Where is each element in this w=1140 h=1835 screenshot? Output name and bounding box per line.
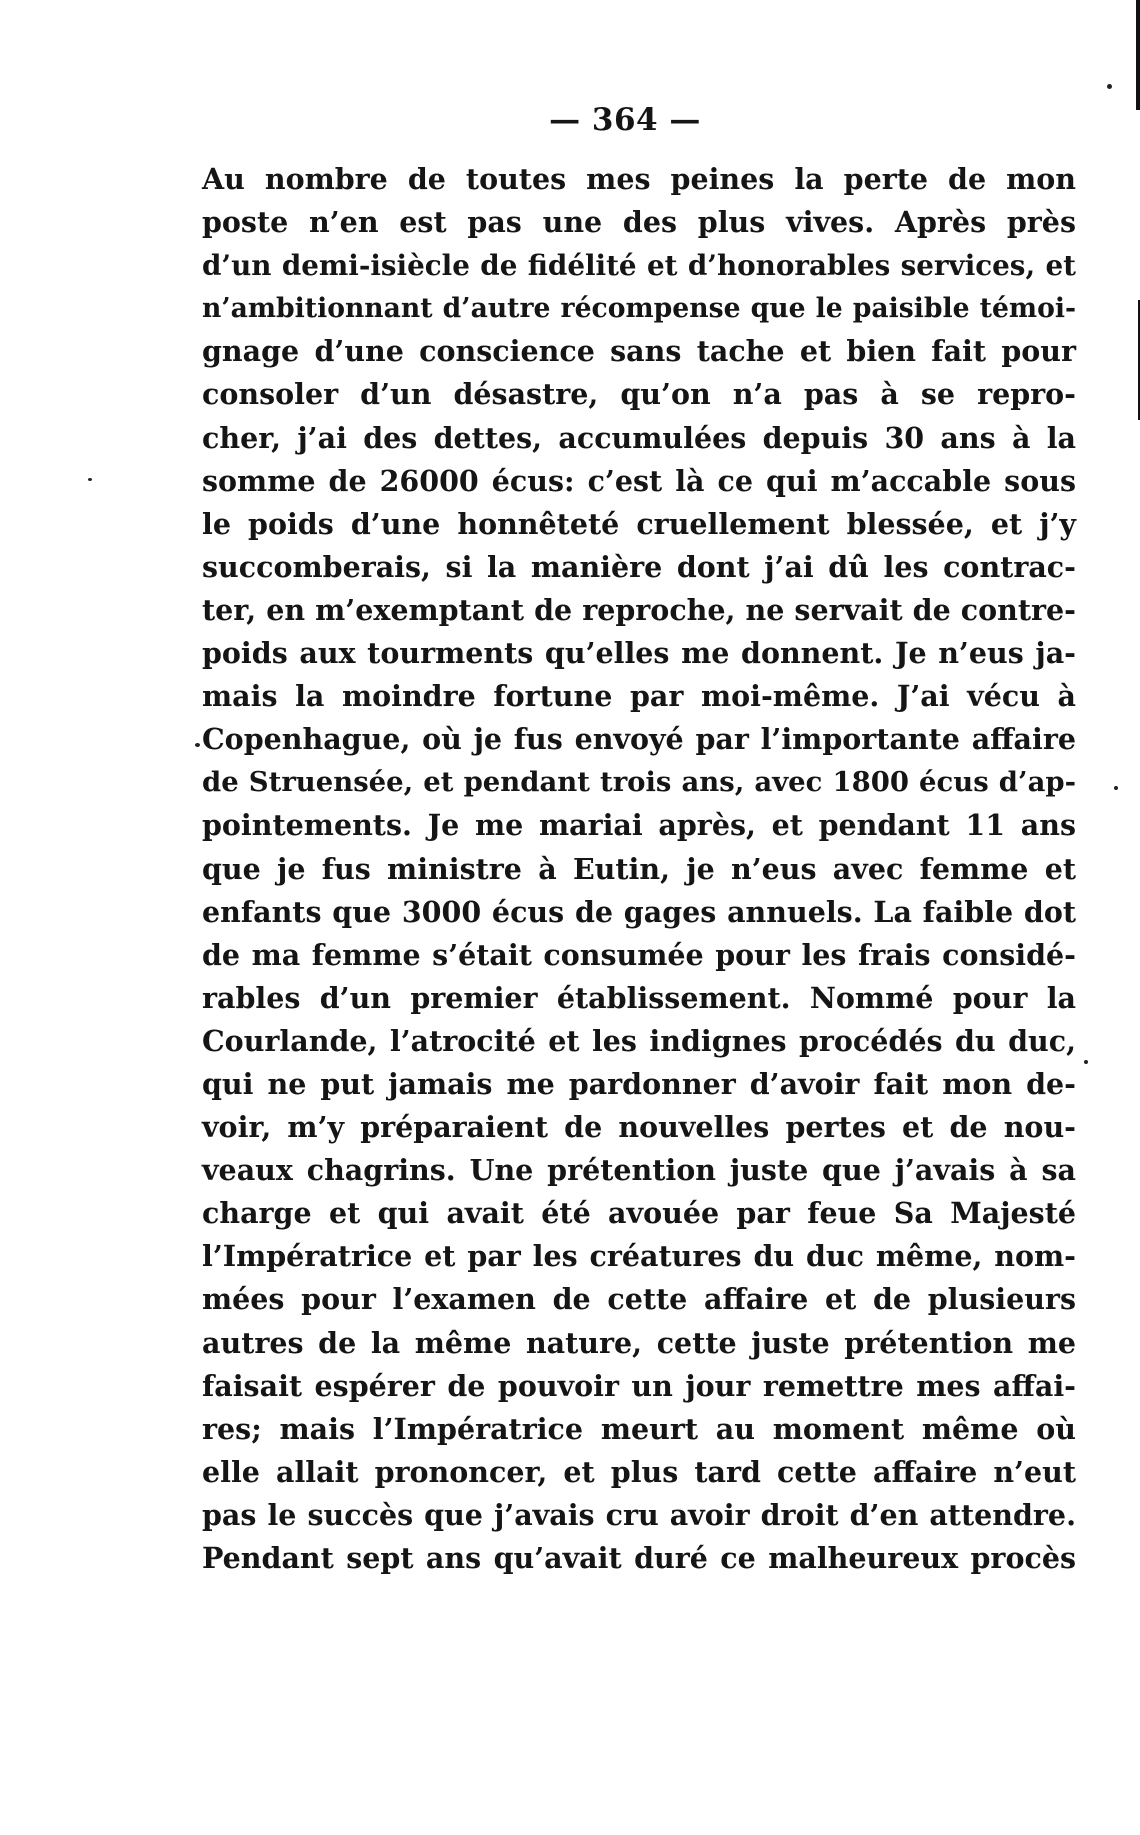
text-line: consoler d’un désastre, qu’on n’a pas à se repro- — [202, 377, 1076, 412]
page-number: — 364 — — [549, 102, 701, 138]
body-text — [202, 158, 1076, 1580]
text-line: cher, j’ai des dettes, accumulées depuis 30 ans à la — [202, 420, 1076, 455]
text-line: d’un demi-isiècle de fidélité et d’honorables services, et — [202, 249, 1076, 283]
text-line: ter, en m’exemptant de reproche, ne servait de contre- — [202, 592, 1076, 627]
text-line: de Struensée, et pendant trois ans, avec 1800 écus d’ap- — [202, 766, 1076, 799]
text-line: elle allait prononcer, et plus tard cette affaire n’eut — [202, 1454, 1076, 1489]
text-line: mais la moindre fortune par moi-même. J’ai vécu à — [202, 679, 1076, 714]
text-line: Pendant sept ans qu’avait duré ce malheureux procès — [202, 1541, 1076, 1575]
scan-speck — [1107, 84, 1112, 89]
text-line: gnage d’une conscience sans tache et bien fait pour — [202, 334, 1076, 369]
scan-speck — [1084, 1060, 1088, 1064]
text-line: Au nombre de toutes mes peines la perte de mon — [202, 162, 1076, 196]
scan-speck — [88, 478, 92, 481]
text-line: veaux chagrins. Une prétention juste que j’avais à sa — [202, 1153, 1076, 1188]
text-line: mées pour l’examen de cette affaire et de plusieurs — [202, 1282, 1076, 1317]
text-line: faisait espérer de pouvoir un jour remettre mes affai- — [202, 1368, 1076, 1403]
text-line: pointements. Je me mariai après, et pendant 11 ans — [202, 808, 1076, 843]
scan-speck — [195, 743, 200, 747]
text-line: res; mais l’Impératrice meurt au moment même où — [202, 1411, 1076, 1446]
text-line: rables d’un premier établissement. Nommé pour la — [202, 980, 1076, 1015]
text-line: autres de la même nature, cette juste prétention me — [202, 1325, 1076, 1360]
text-line: le poids d’une honnêteté cruellement blessée, et j’y — [202, 506, 1076, 541]
text-line: Courlande, l’atrocité et les indignes procédés du duc, — [202, 1023, 1076, 1058]
text-line: enfants que 3000 écus de gages annuels. La faible dot — [202, 894, 1076, 929]
text-line: charge et qui avait été avouée par feue Sa Majesté — [202, 1196, 1076, 1231]
text-line: pas le succès que j’avais cru avoir droit d’en attendre. — [202, 1497, 1076, 1532]
text-line: de ma femme s’était consumée pour les frais considé- — [202, 937, 1076, 972]
scan-edge-line-top — [1136, 0, 1140, 110]
text-line: l’Impératrice et par les créatures du duc même, nom- — [202, 1239, 1076, 1274]
text-line: poids aux tourments qu’elles me donnent. Je n’eus ja- — [202, 636, 1076, 671]
text-line: voir, m’y préparaient de nouvelles pertes et de nou- — [202, 1110, 1076, 1145]
text-line: somme de 26000 écus: c’est là ce qui m’accable sous — [202, 463, 1076, 498]
scan-speck — [1114, 786, 1118, 790]
text-line: que je fus ministre à Eutin, je n’eus avec femme et — [202, 851, 1076, 886]
text-line: poste n’en est pas une des plus vives. Après près — [202, 205, 1076, 240]
text-line: succomberais, si la manière dont j’ai dû les contrac- — [202, 549, 1076, 584]
text-line: Copenhague, où je fus envoyé par l’importante affaire — [202, 722, 1076, 757]
text-line: n’ambitionnant d’autre récompense que le paisible témoi- — [202, 293, 1076, 325]
text-line: qui ne put jamais me pardonner d’avoir fait mon de- — [202, 1066, 1076, 1101]
